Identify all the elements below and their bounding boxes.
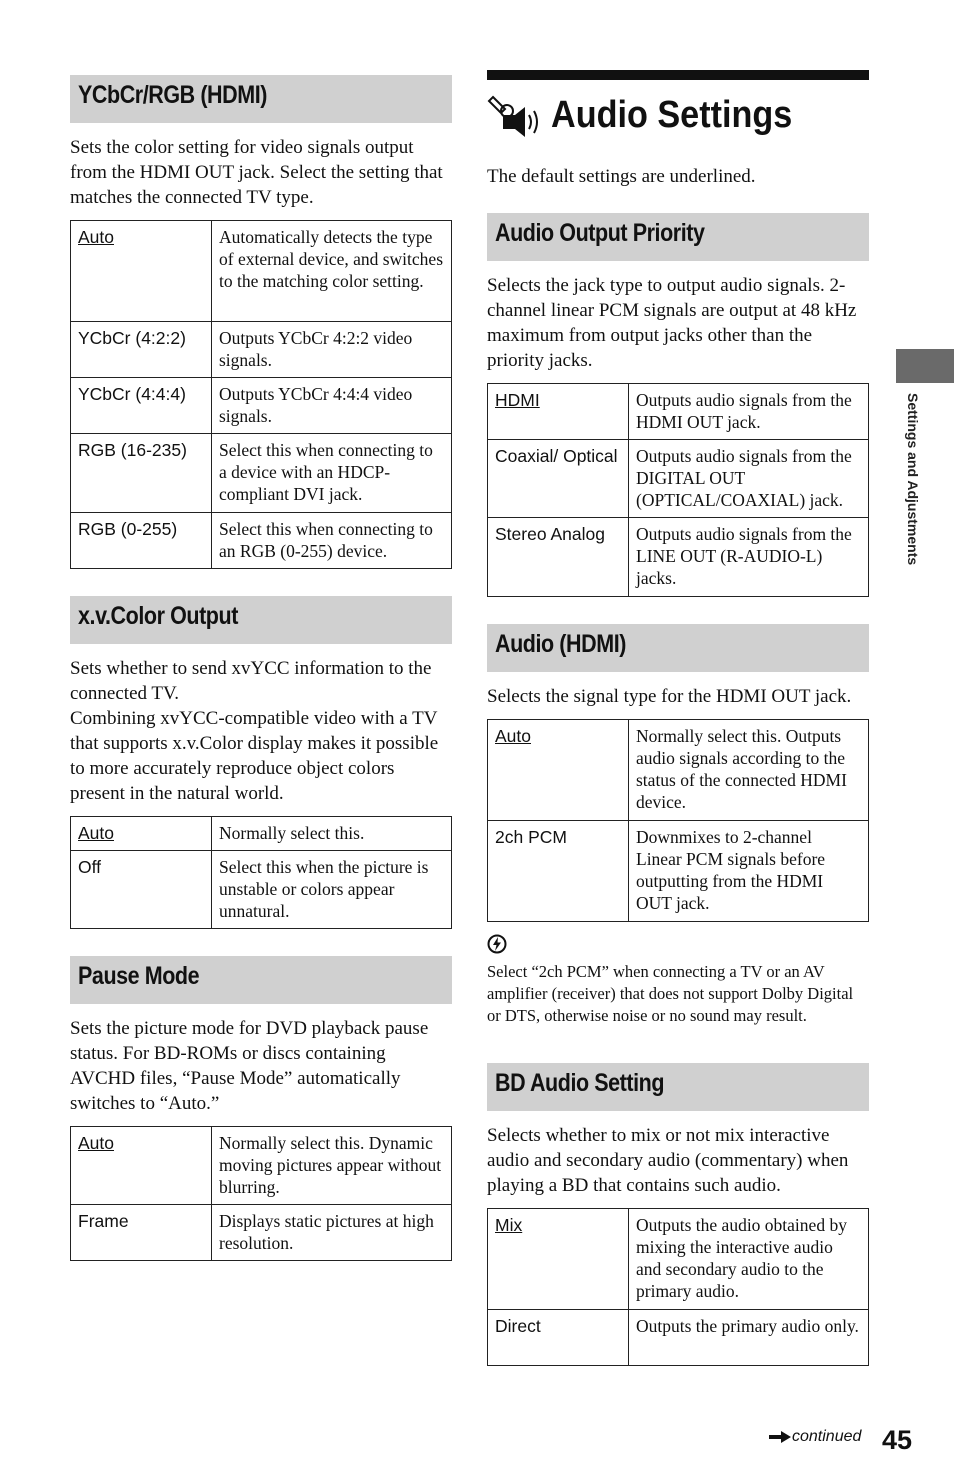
hint-icon [487,934,507,954]
table-row [488,720,869,821]
left-column [70,75,452,1261]
option-key: YCbCr (4:4:4) [71,378,212,434]
table-row [488,1310,869,1366]
section-description: Sets the picture mode for DVD playback pause status. For BD-ROMs or discs containing AVCHD files, “Pause Mode” automatically switches to “Auto.” [70,1018,429,1114]
table-row [71,434,452,513]
options-table [487,383,869,597]
table-row [488,518,869,597]
options-table [487,1208,869,1366]
ycbcr-rgb-section [70,75,452,569]
section-heading: YCbCr/RGB (HDMI) [70,75,452,123]
option-key: Coaxial/ Optical [488,440,629,518]
option-value: Downmixes to 2-channel Linear PCM signals before outputting from the HDMI OUT jack. [629,821,869,922]
option-value: Outputs the primary audio only. [629,1310,869,1366]
option-key: 2ch PCM [488,821,629,922]
option-value: Normally select this. Dynamic moving pictures appear without blurring. [212,1127,452,1205]
option-key-default: Auto [78,823,114,843]
option-value: Automatically detects the type of external device, and switches to the matching color setting. [212,221,452,322]
options-table [70,816,452,929]
section-description: Selects the signal type for the HDMI OUT jack. [487,686,852,707]
section-heading: Pause Mode [70,956,452,1004]
option-key: YCbCr (4:2:2) [71,322,212,378]
section-description: Sets the color setting for video signals output from the HDMI OUT jack. Select the setting that matches the connected TV type. [70,137,443,208]
option-key: Off [71,851,212,929]
section-description: Selects the jack type to output audio signals. 2-channel linear PCM signals are output at 48 kHz maximum from output jacks other than the priority jacks. [487,275,857,371]
option-value: Outputs YCbCr 4:4:4 video signals. [212,378,452,434]
table-row [71,322,452,378]
intro-text: The default settings are underlined. [487,166,756,187]
option-key: RGB (16-235) [71,434,212,513]
section-heading: Audio Output Priority [487,213,869,261]
table-row [488,1209,869,1310]
chapter-tab-marker [896,349,954,383]
option-value: Outputs audio signals from the DIGITAL OUT (OPTICAL/COAXIAL) jack. [629,440,869,518]
section-heading: Audio (HDMI) [487,624,869,672]
table-row [71,221,452,322]
xv-color-section [70,596,452,929]
right-column [487,70,869,1366]
option-key-default: Auto [78,1133,114,1153]
table-row [488,384,869,440]
options-table [70,220,452,569]
option-value: Normally select this. [212,817,452,851]
option-key-default: Auto [495,726,531,746]
option-key: Direct [488,1310,629,1366]
table-row [71,1205,452,1261]
section-heading: x.v.Color Output [70,596,452,644]
option-value: Select this when connecting to an RGB (0-255) device. [212,513,452,569]
table-row [71,851,452,929]
option-value: Select this when connecting to a device with an HDCP-compliant DVI jack. [212,434,452,513]
table-row [71,1127,452,1205]
option-key-default: HDMI [495,390,540,410]
audio-hdmi-section [487,624,869,1027]
page-title: Audio Settings [551,93,793,136]
section-heading: BD Audio Setting [487,1063,869,1111]
page-number: 45 [882,1425,913,1455]
option-key: RGB (0-255) [71,513,212,569]
pause-mode-section [70,956,452,1261]
continued-label: continued [792,1428,862,1445]
table-row [71,378,452,434]
options-table [487,719,869,922]
chapter-tab-label: Settings and Adjustments [905,393,921,566]
bd-audio-setting-section [487,1063,869,1366]
option-value: Outputs audio signals from the HDMI OUT jack. [629,384,869,440]
option-key-default: Mix [495,1215,523,1235]
option-value: Outputs audio signals from the LINE OUT (R-AUDIO-L) jacks. [629,518,869,597]
table-row [488,440,869,518]
table-row [488,821,869,922]
hint-text: Select “2ch PCM” when connecting a TV or an AV amplifier (receiver) that does not support Dolby Digital or DTS, otherwise noise or no sound may result. [487,962,854,1025]
option-key: Stereo Analog [488,518,629,597]
options-table [70,1126,452,1261]
option-value: Outputs YCbCr 4:2:2 video signals. [212,322,452,378]
settings-speaker-icon [487,91,543,139]
option-value: Displays static pictures at high resolution. [212,1205,452,1261]
section-description: Selects whether to mix or not mix interactive audio and secondary audio (commentary) when playing a BD that contains such audio. [487,1125,849,1196]
option-key: Frame [71,1205,212,1261]
arrow-right-icon [768,1430,792,1444]
option-value: Outputs the audio obtained by mixing the interactive audio and secondary audio to the primary audio. [629,1209,869,1310]
option-value: Normally select this. Outputs audio signals according to the status of the connected HDMI device. [629,720,869,821]
table-row [71,817,452,851]
continued-indicator [768,1428,861,1446]
section-description: Sets whether to send xvYCC information to the connected TV. Combining xvYCC-compatible video with a TV that supports x.v.Color display makes it possible to more accurately reproduce object colors present in the natural world. [70,658,439,804]
audio-output-priority-section [487,213,869,597]
table-row [71,513,452,569]
title-rule [487,70,869,80]
option-value: Select this when the picture is unstable or colors appear unnatural. [212,851,452,929]
option-key-default: Auto [78,227,114,247]
